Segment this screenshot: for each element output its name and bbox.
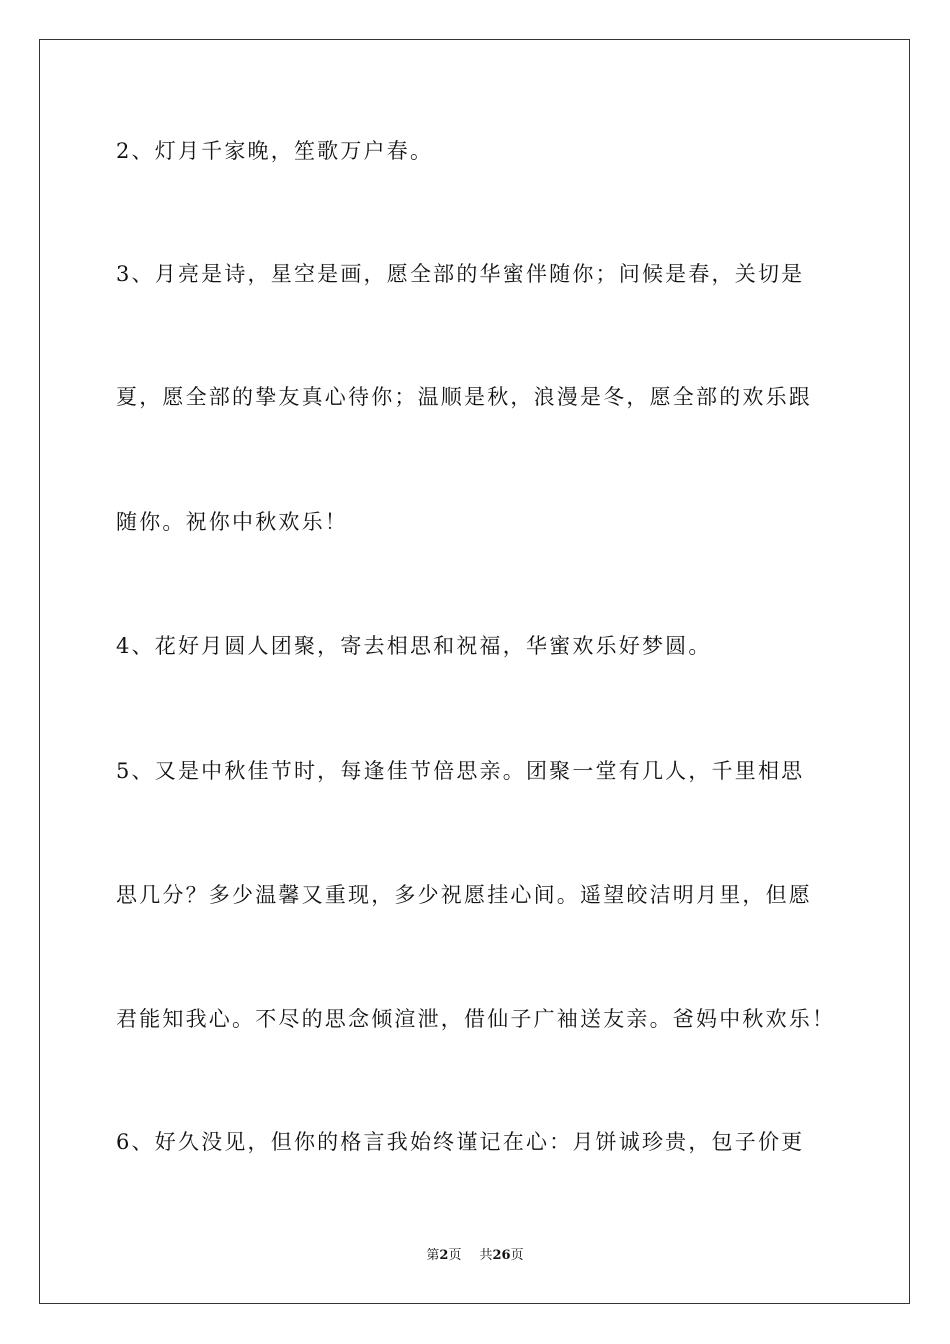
page-border — [39, 39, 910, 1304]
paragraph-line: 夏，愿全部的挚友真心待你；温顺是秋，浪漫是冬，愿全部的欢乐跟 — [116, 385, 812, 409]
paragraph-line: 思几分？多少温馨又重现，多少祝愿挂心间。遥望皎洁明月里，但愿 — [116, 883, 812, 907]
paragraph-line: 君能知我心。不尽的思念倾渲泄，借仙子广袖送友亲。爸妈中秋欢乐！ — [116, 1007, 836, 1031]
page-current: 2 — [439, 1248, 449, 1263]
total-suffix: 页 — [510, 1248, 524, 1263]
page-total: 26 — [492, 1248, 511, 1263]
paragraph-line: 随你。祝你中秋欢乐！ — [116, 510, 348, 534]
paragraph-line: 3、月亮是诗，星空是画，愿全部的华蜜伴随你；问候是春，关切是 — [116, 262, 805, 286]
paragraph-line: 6、好久没见，但你的格言我始终谨记在心：月饼诚珍贵，包子价更 — [116, 1130, 805, 1154]
total-prefix: 共 — [479, 1248, 493, 1263]
paragraph-line: 4、花好月圆人团聚，寄去相思和祝福，华蜜欢乐好梦圆。 — [116, 634, 712, 658]
page-footer — [0, 1247, 950, 1265]
page-prefix: 第 — [426, 1248, 440, 1263]
page-suffix: 页 — [448, 1248, 462, 1263]
paragraph-line: 5、又是中秋佳节时，每逢佳节倍思亲。团聚一堂有几人，千里相思 — [116, 759, 805, 783]
paragraph-line: 2、灯月千家晚，笙歌万户春。 — [116, 139, 434, 163]
